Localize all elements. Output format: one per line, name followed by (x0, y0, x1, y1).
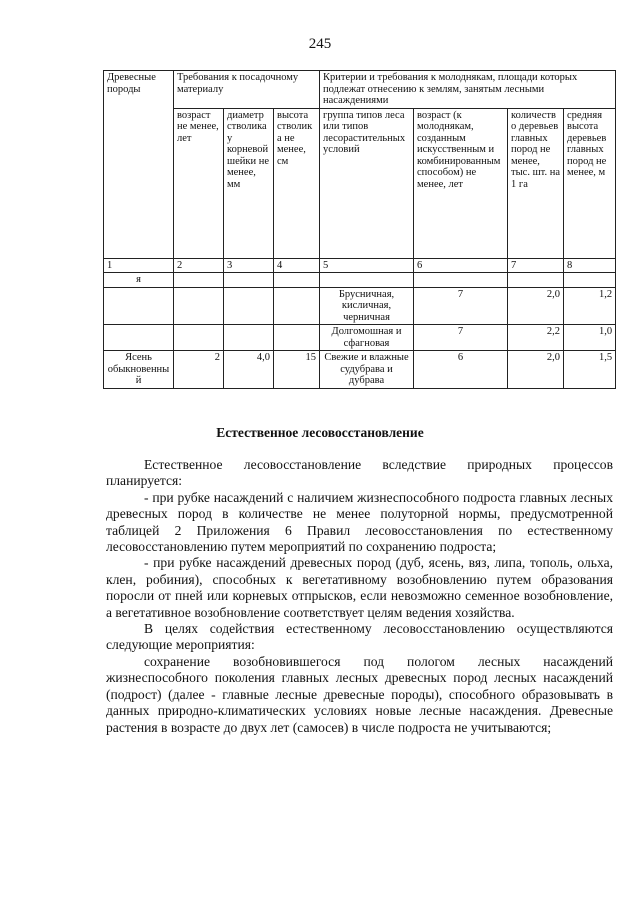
paragraph: сохранение возобновившегося под пологом лесных насаждений жизнеспособного поколения главных лесных древесных пород лесных насаждений (подрост) (далее - главные лесные древесные породы), способного образовывать в данных природно-климатических условиях новые лесные насаждения. Древесные растения в возрасте до двух лет (самосев) в числе подроста не учитываются; (106, 653, 613, 735)
column-number: 6 (414, 258, 508, 273)
count-cell (508, 273, 564, 288)
height-cell: 15 (274, 351, 320, 389)
header-diameter: диаметр стволика у корневой шейки не менее, мм (224, 108, 274, 258)
header-species: Древесные породы (104, 71, 174, 259)
table-subheader-row (104, 108, 616, 258)
requirements-table (103, 70, 616, 389)
paragraph: Естественное лесовосстановление вследствие природных процессов планируется: (106, 457, 613, 489)
diameter-cell (224, 287, 274, 325)
body-text (106, 457, 613, 736)
young-age-cell: 7 (414, 325, 508, 351)
table-header-row (104, 71, 616, 109)
paragraph: - при рубке насаждений древесных пород (дуб, ясень, вяз, липа, тополь, ольха, клен, робиния), способных к вегетативному возобновлению путем образования поросли от пней или корневых отпрысков, если невозможно семенное возобновление, а вегетативное возобновление соответствует целям ведения хозяйства. (106, 555, 613, 620)
column-number: 1 (104, 258, 174, 273)
height-cell (274, 273, 320, 288)
species-cell (104, 325, 174, 351)
header-material-group: Требования к посадочному материалу (174, 71, 320, 109)
paragraph: - при рубке насаждений с наличием жизнеспособного подроста главных лесных древесных пород в количестве не менее полуторной нормы, предусмотренной таблицей 2 Приложения 6 Правил лесовосстановления по естественному лесовосстановлению путем мероприятий по сохранению подроста; (106, 489, 613, 555)
header-young-age: возраст (к молоднякам, созданным искусственным и комбинированным способом) не менее, лет (414, 108, 508, 258)
table-row (104, 351, 616, 389)
young-age-cell: 6 (414, 351, 508, 389)
header-forest-type: группа типов леса или типов лесорастительных условий (320, 108, 414, 258)
diameter-cell (224, 273, 274, 288)
table-row (104, 325, 616, 351)
diameter-cell (224, 325, 274, 351)
diameter-cell: 4,0 (224, 351, 274, 389)
forest-type-cell: Брусничная, кисличная, черничная (320, 287, 414, 325)
header-avg-height: средняя высота деревьев главных пород не менее, м (564, 108, 616, 258)
avg-height-cell: 1,0 (564, 325, 616, 351)
column-number: 2 (174, 258, 224, 273)
age-cell: 2 (174, 351, 224, 389)
height-cell (274, 287, 320, 325)
column-number: 5 (320, 258, 414, 273)
forest-type-cell: Долгомошная и сфагновая (320, 325, 414, 351)
section-title: Естественное лесовосстановление (216, 425, 424, 440)
species-cell: Ясень обыкновенный (104, 351, 174, 389)
table-row (104, 273, 616, 288)
column-number: 4 (274, 258, 320, 273)
avg-height-cell (564, 273, 616, 288)
forest-type-cell (320, 273, 414, 288)
species-cell: я (104, 273, 174, 288)
age-cell (174, 325, 224, 351)
column-number: 7 (508, 258, 564, 273)
column-number: 3 (224, 258, 274, 273)
column-number-row (104, 258, 616, 273)
header-criteria-group: Критерии и требования к молоднякам, площади которых подлежат отнесению к землям, занятым лесными насаждениями (320, 71, 616, 109)
height-cell (274, 325, 320, 351)
count-cell: 2,2 (508, 325, 564, 351)
avg-height-cell: 1,2 (564, 287, 616, 325)
count-cell: 2,0 (508, 351, 564, 389)
age-cell (174, 287, 224, 325)
table-row (104, 287, 616, 325)
column-number: 8 (564, 258, 616, 273)
young-age-cell: 7 (414, 287, 508, 325)
header-count: количество деревьев главных пород не менее, тыс. шт. на 1 га (508, 108, 564, 258)
age-cell (174, 273, 224, 288)
count-cell: 2,0 (508, 287, 564, 325)
forest-type-cell: Свежие и влажные судубрава и дубрава (320, 351, 414, 389)
young-age-cell (414, 273, 508, 288)
species-cell (104, 287, 174, 325)
header-height: высота стволика не менее, см (274, 108, 320, 258)
paragraph: В целях содействия естественному лесовосстановлению осуществляются следующие мероприятия: (106, 621, 613, 653)
avg-height-cell: 1,5 (564, 351, 616, 389)
page-number: 245 (308, 36, 332, 52)
header-age: возраст не менее, лет (174, 108, 224, 258)
